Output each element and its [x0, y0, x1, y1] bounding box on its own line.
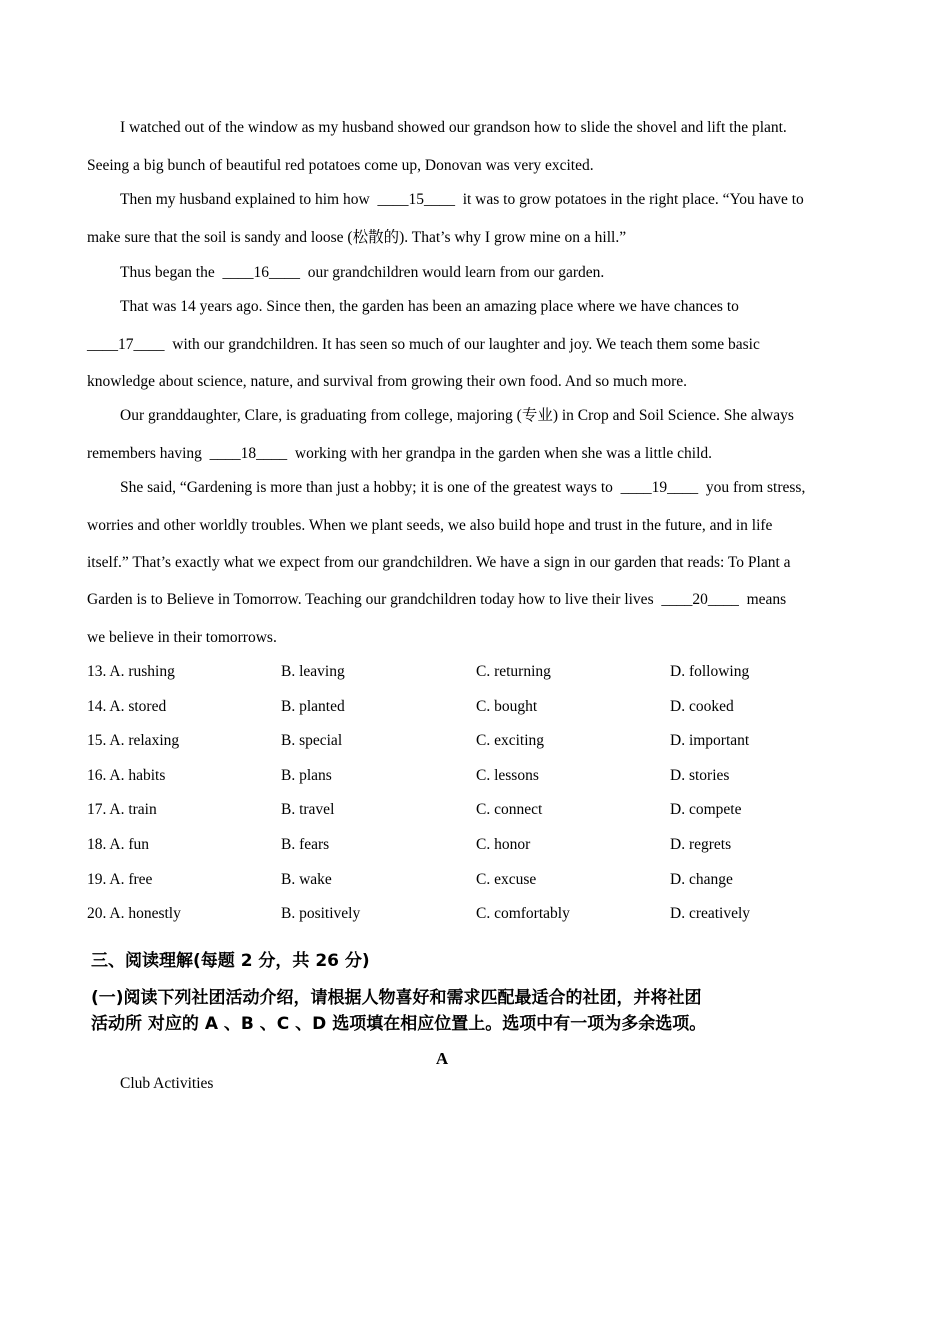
blank-17[interactable]: ____17____: [87, 336, 165, 353]
passage-line: knowledge about science, nature, and survival from growing their own food. And so much more.: [87, 373, 688, 390]
passage-line: I watched out of the window as my husband showed our grandson how to slide the shovel and lift the plant.: [120, 119, 787, 136]
question-row: [87, 835, 863, 855]
option-b[interactable]: B. wake: [281, 871, 332, 888]
option-c[interactable]: C. exciting: [476, 732, 545, 749]
option-a[interactable]: 19. A. free: [87, 871, 153, 888]
option-a[interactable]: 14. A. stored: [87, 698, 167, 715]
passage-line: make sure that the soil is sandy and loose (松散的). That’s why I grow mine on a hill.”: [87, 229, 627, 246]
question-row: [87, 731, 863, 751]
option-d[interactable]: D. regrets: [670, 836, 732, 853]
option-d[interactable]: D. important: [670, 732, 750, 749]
option-c[interactable]: C. returning: [476, 663, 551, 680]
passage-line: we believe in their tomorrows.: [87, 629, 277, 646]
blank-16[interactable]: ____16____: [222, 264, 300, 281]
option-b[interactable]: B. plans: [281, 767, 332, 784]
option-d[interactable]: D. creatively: [670, 905, 751, 922]
option-b[interactable]: B. travel: [281, 801, 335, 818]
option-b[interactable]: B. special: [281, 732, 343, 749]
option-a[interactable]: 16. A. habits: [87, 767, 166, 784]
question-row: [87, 870, 863, 890]
question-row: [87, 800, 863, 820]
option-b[interactable]: B. planted: [281, 698, 345, 715]
club-title: Club Activities: [120, 1075, 214, 1092]
option-c[interactable]: C. connect: [476, 801, 543, 818]
option-c[interactable]: C. comfortably: [476, 905, 570, 922]
question-row: [87, 697, 863, 717]
question-row: [87, 662, 863, 682]
passage-line: She said, “Gardening is more than just a hobby; it is one of the greatest ways to ____19____ you from stress,: [120, 479, 806, 496]
passage-line: remembers having ____18____ working with her grandpa in the garden when she was a little child.: [87, 445, 713, 462]
option-d[interactable]: D. cooked: [670, 698, 734, 715]
part-label: A: [435, 1049, 449, 1068]
passage-line: Seeing a big bunch of beautiful red potatoes come up, Donovan was very excited.: [87, 157, 594, 174]
section-heading: 三、阅读理解(每题 2 分，共 26 分): [91, 951, 370, 971]
blank-19[interactable]: ____19____: [620, 479, 699, 496]
passage-line: ____17____ with our grandchildren. It has seen so much of our laughter and joy. We teach them some basic: [87, 336, 760, 353]
blank-20[interactable]: ____20____: [661, 591, 739, 608]
option-c[interactable]: C. excuse: [476, 871, 537, 888]
option-a[interactable]: 13. A. rushing: [87, 663, 175, 680]
section-instructions: 活动所 对应的 A 、B 、C 、D 选项填在相应位置上。选项中有一项为多余选项。: [91, 1014, 707, 1034]
passage-line: Our granddaughter, Clare, is graduating from college, majoring (专业) in Crop and Soil Science. She always: [120, 407, 794, 424]
option-c[interactable]: C. honor: [476, 836, 531, 853]
passage-line: Then my husband explained to him how ____15____ it was to grow potatoes in the right place. “You have to: [120, 191, 804, 208]
passage-line: Garden is to Believe in Tomorrow. Teaching our grandchildren today how to live their lives ____20____ means: [87, 591, 787, 608]
option-c[interactable]: C. lessons: [476, 767, 539, 784]
option-d[interactable]: D. change: [670, 871, 733, 888]
option-a[interactable]: 17. A. train: [87, 801, 157, 818]
option-d[interactable]: D. following: [670, 663, 750, 680]
option-a[interactable]: 18. A. fun: [87, 836, 149, 853]
question-row: [87, 904, 863, 924]
option-b[interactable]: B. fears: [281, 836, 330, 853]
option-a[interactable]: 15. A. relaxing: [87, 732, 180, 749]
option-b[interactable]: B. leaving: [281, 663, 345, 680]
question-row: [87, 766, 863, 786]
option-d[interactable]: D. stories: [670, 767, 730, 784]
blank-15[interactable]: ____15____: [377, 191, 455, 208]
passage-line: Thus began the ____16____ our grandchildren would learn from our garden.: [120, 264, 605, 281]
option-d[interactable]: D. compete: [670, 801, 742, 818]
option-c[interactable]: C. bought: [476, 698, 538, 715]
option-a[interactable]: 20. A. honestly: [87, 905, 181, 922]
passage-line: itself.” That’s exactly what we expect from our grandchildren. We have a sign in our garden that reads: To Plant a: [87, 554, 791, 571]
option-b[interactable]: B. positively: [281, 905, 361, 922]
passage-line: worries and other worldly troubles. When we plant seeds, we also build hope and trust in the future, and in life: [87, 517, 773, 534]
section-instructions: (一)阅读下列社团活动介绍，请根据人物喜好和需求匹配最适合的社团，并将社团: [91, 988, 702, 1008]
passage-line: That was 14 years ago. Since then, the garden has been an amazing place where we have chances to: [120, 298, 739, 315]
blank-18[interactable]: ____18____: [209, 445, 288, 462]
